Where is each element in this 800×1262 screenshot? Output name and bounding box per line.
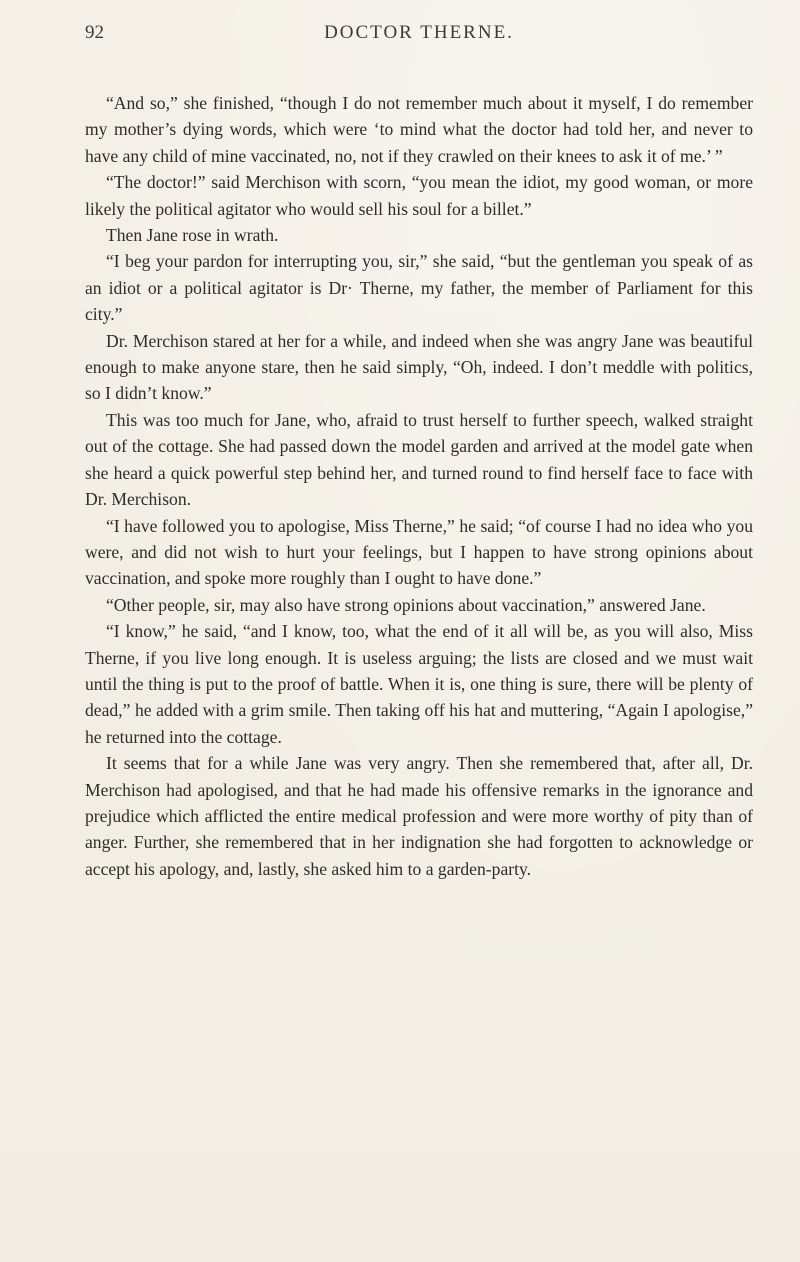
paragraph: Dr. Merchison stared at her for a while, and indeed when she was angry Jane was beautiful enough to make anyone stare, then he said simply, “Oh, indeed. I don’t meddle with politics, so I didn’t know.” [85, 330, 753, 404]
paragraph: “I know,” he said, “and I know, too, what the end of it all will be, as you will also, Miss Therne, if you live long enough. It is useless arguing; the lists are closed and we must wait until the thing is put to the proof of battle. When it is, one thing is sure, there will be plenty of dead,” he added with a grim smile. Then taking off his hat and muttering, “Again I apologise,” he returned into the cottage. [85, 621, 753, 747]
running-head [85, 22, 753, 52]
paragraph: This was too much for Jane, who, afraid to trust herself to further speech, walked straight out of the cottage. She had passed down the model garden and arrived at the model gate when she heard a quick powerful step behind her, and turned round to find herself face to face with Dr. Merchison. [85, 409, 753, 510]
paragraph: “And so,” she finished, “though I do not remember much about it myself, I do remember my mother’s dying words, which were ‘to mind what the doctor had told her, and never to have any child of mine vaccinated, no, not if they crawled on their knees to ask it of me.’ ” [85, 93, 753, 166]
paragraph: It seems that for a while Jane was very angry. Then she remembered that, after all, Dr. Merchison had apologised, and that he had made his offensive remarks in the ignorance and prejudice which afflicted the entire medical profession and were more worthy of pity than of anger. Further, she remembered that in her indignation she had forgotten to acknowledge or accept his apology, and, lastly, she asked him to a garden-party. [85, 753, 753, 879]
paragraph: Then Jane rose in wrath. [106, 225, 279, 246]
page-number: 92 [85, 22, 104, 43]
paragraph: “The doctor!” said Merchison with scorn, “you mean the idiot, my good woman, or more likely the political agitator who would sell his soul for a billet.” [85, 172, 753, 219]
running-title: DOCTOR THERNE. [324, 22, 514, 43]
body-text [85, 90, 753, 882]
paragraph: “I beg your pardon for interrupting you, sir,” she said, “but the gentleman you speak of as an idiot or a political agitator is Dr· Therne, my father, the member of Parliament for this city.” [85, 251, 753, 325]
paragraph: “I have followed you to apologise, Miss Therne,” he said; “of course I had no idea who you were, and did not wish to hurt your feelings, but I happen to have strong opinions about vaccination, and spoke more roughly than I ought to have done.” [85, 515, 753, 589]
paragraph: “Other people, sir, may also have strong opinions about vaccination,” answered Jane. [106, 594, 706, 615]
